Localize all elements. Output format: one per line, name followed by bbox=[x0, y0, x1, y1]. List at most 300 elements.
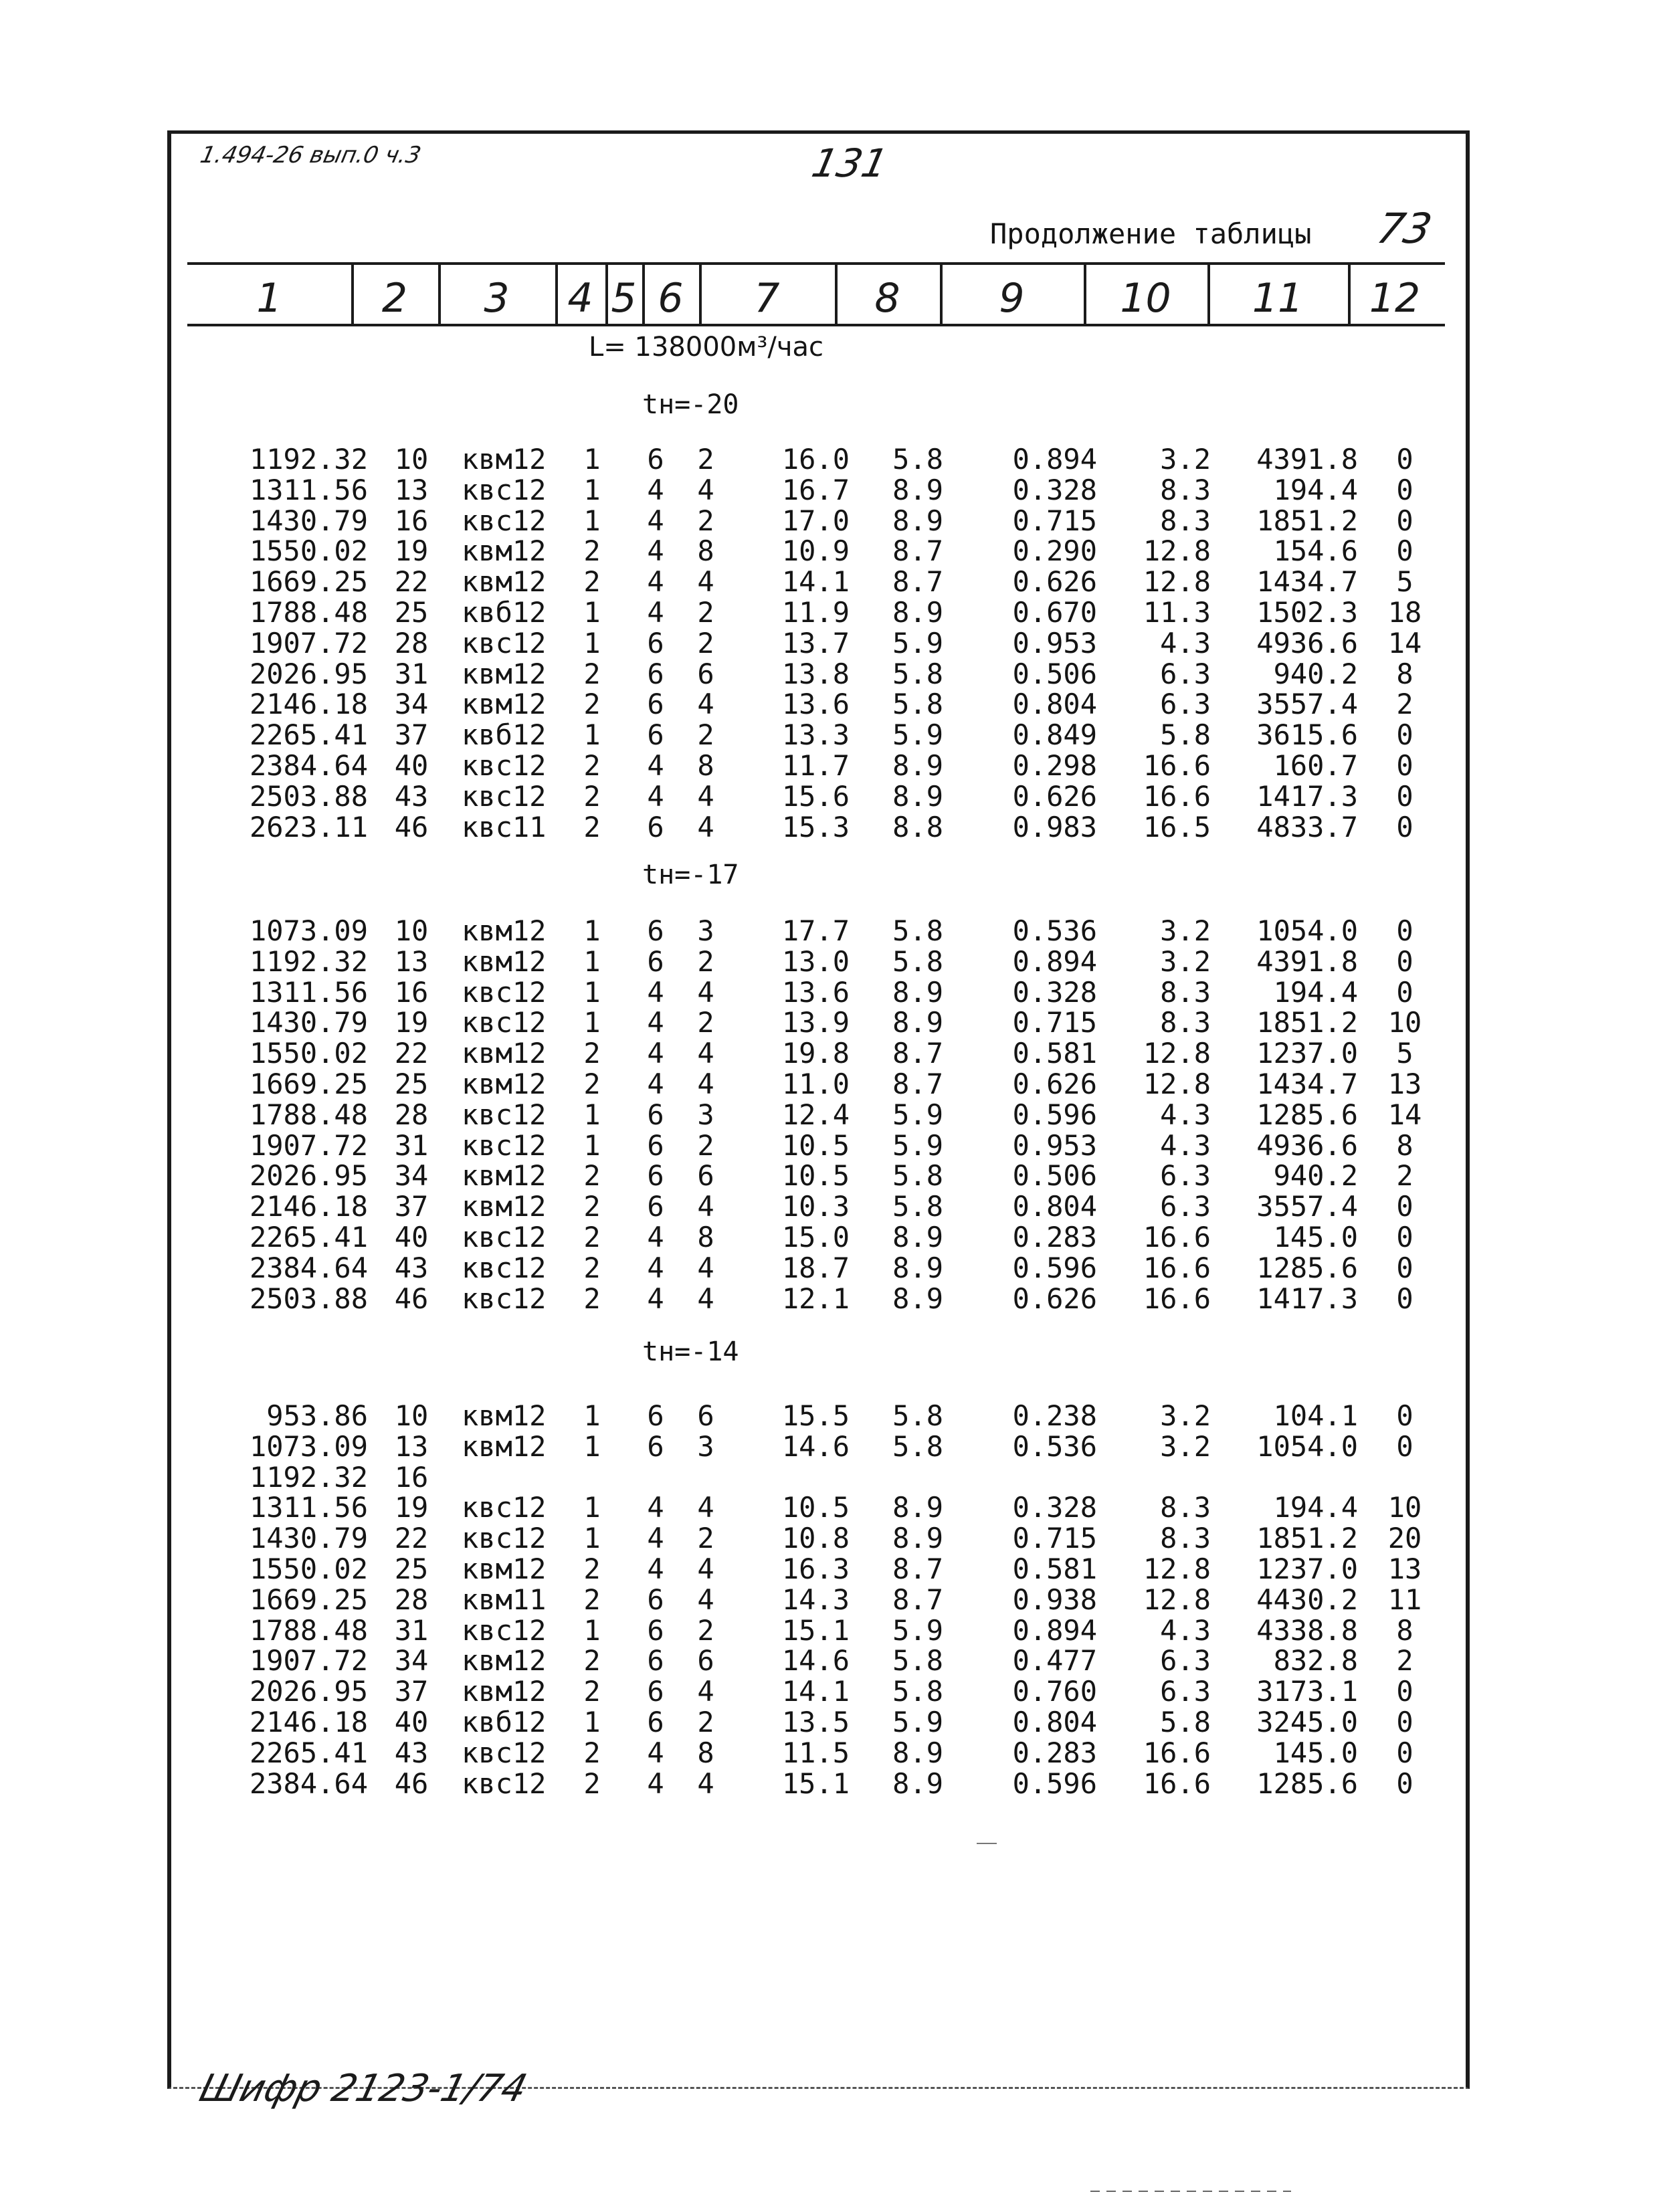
table-cell-col-2: 34 bbox=[394, 688, 429, 721]
table-cell-col-12: 0 bbox=[1396, 779, 1413, 813]
table-cell-col-3: квс12 bbox=[462, 1613, 547, 1647]
table-cell-col-6: 3 bbox=[697, 1429, 714, 1463]
table-cell-col-7: 11.9 bbox=[781, 596, 850, 629]
table-cell-col-2: 37 bbox=[394, 1190, 429, 1223]
table-cell-col-9: 0.953 bbox=[1012, 626, 1097, 660]
table-cell-col-1: 1788.48 bbox=[249, 596, 368, 629]
table-cell-col-4: 2 bbox=[583, 1068, 601, 1100]
table-cell-col-9: 0.804 bbox=[1012, 688, 1097, 721]
table-cell-col-2: 25 bbox=[394, 1068, 429, 1100]
table-cell-col-9: 0.715 bbox=[1012, 504, 1097, 537]
table-cell-col-9: 0.715 bbox=[1012, 1006, 1097, 1039]
table-cell-col-1: 2503.88 bbox=[249, 779, 368, 813]
table-cell-col-6: 4 bbox=[697, 688, 714, 721]
table-cell-col-1: 2384.64 bbox=[249, 749, 368, 782]
column-separator bbox=[1207, 264, 1210, 326]
table-cell-col-11: 4936.6 bbox=[1256, 626, 1358, 660]
column-header-12: 12 bbox=[1369, 275, 1421, 322]
table-cell-col-10: 16.6 bbox=[1143, 779, 1211, 813]
table-cell-col-2: 40 bbox=[394, 1706, 429, 1738]
table-cell-col-10: 4.3 bbox=[1160, 626, 1211, 660]
table-cell-col-9: 0.290 bbox=[1012, 534, 1097, 568]
table-row bbox=[0, 944, 1659, 978]
table-cell-col-6: 4 bbox=[697, 1190, 714, 1223]
column-header-2: 2 bbox=[381, 275, 408, 322]
table-cell-col-2: 22 bbox=[394, 565, 429, 599]
table-cell-col-1: 1550.02 bbox=[249, 1552, 368, 1585]
table-cell-col-5: 6 bbox=[647, 1159, 664, 1193]
table-cell-col-2: 13 bbox=[394, 473, 429, 506]
table-cell-col-12: 5 bbox=[1396, 1037, 1413, 1070]
table-cell-col-12: 13 bbox=[1387, 1068, 1422, 1100]
table-row bbox=[0, 1161, 1659, 1191]
table-cell-col-6: 4 bbox=[697, 565, 714, 599]
table-cell-col-11: 3173.1 bbox=[1256, 1675, 1358, 1708]
table-cell-col-8: 5.9 bbox=[892, 626, 943, 660]
table-cell-col-8: 5.8 bbox=[892, 1399, 943, 1432]
table-cell-col-10: 16.6 bbox=[1143, 1282, 1211, 1315]
table-row bbox=[0, 1223, 1659, 1252]
table-cell-col-4: 2 bbox=[583, 1037, 601, 1070]
table-cell-col-10: 6.3 bbox=[1160, 657, 1211, 690]
table-cell-col-12: 0 bbox=[1396, 1706, 1413, 1738]
table-cell-col-12: 5 bbox=[1396, 565, 1413, 599]
table-cell-col-11: 4936.6 bbox=[1256, 1128, 1358, 1162]
table-cell-col-10: 4.3 bbox=[1160, 1128, 1211, 1162]
table-row bbox=[0, 1554, 1659, 1584]
table-cell-col-10: 16.6 bbox=[1143, 1767, 1211, 1800]
table-cell-col-4: 1 bbox=[583, 914, 601, 947]
table-cell-col-12: 0 bbox=[1396, 975, 1413, 1009]
table-cell-col-11: 160.7 bbox=[1273, 749, 1358, 782]
table-cell-col-8: 5.9 bbox=[892, 1706, 943, 1738]
table-cell-col-12: 0 bbox=[1396, 1251, 1413, 1284]
table-cell-col-12: 0 bbox=[1396, 914, 1413, 947]
table-cell-col-10: 8.3 bbox=[1160, 504, 1211, 537]
table-cell-col-2: 46 bbox=[394, 1282, 429, 1315]
table-cell-col-1: 1669.25 bbox=[249, 565, 368, 599]
table-cell-col-9: 0.283 bbox=[1012, 1736, 1097, 1769]
table-cell-col-4: 1 bbox=[583, 626, 601, 660]
table-cell-col-7: 10.5 bbox=[781, 1491, 850, 1524]
table-cell-col-3: квм12 bbox=[462, 1552, 547, 1585]
table-cell-col-3: квс12 bbox=[462, 1128, 547, 1162]
table-cell-col-4: 1 bbox=[583, 1128, 601, 1162]
table-cell-col-2: 43 bbox=[394, 779, 429, 813]
table-cell-col-12: 10 bbox=[1387, 1006, 1422, 1039]
table-cell-col-9: 0.715 bbox=[1012, 1522, 1097, 1555]
table-cell-col-11: 1285.6 bbox=[1256, 1767, 1358, 1800]
table-cell-col-11: 145.0 bbox=[1273, 1736, 1358, 1769]
table-cell-col-10: 3.2 bbox=[1160, 443, 1211, 476]
table-cell-col-12: 0 bbox=[1396, 1190, 1413, 1223]
table-cell-col-12: 14 bbox=[1387, 1098, 1422, 1131]
table-cell-col-9: 0.983 bbox=[1012, 810, 1097, 843]
table-cell-col-5: 4 bbox=[647, 1006, 664, 1039]
table-cell-col-9: 0.804 bbox=[1012, 1190, 1097, 1223]
table-cell-col-1: 1907.72 bbox=[249, 626, 368, 660]
table-cell-col-1: 1788.48 bbox=[249, 1098, 368, 1131]
table-cell-col-12: 0 bbox=[1396, 504, 1413, 537]
table-cell-col-1: 1073.09 bbox=[249, 914, 368, 947]
table-cell-col-7: 13.8 bbox=[781, 657, 850, 690]
table-cell-col-11: 1502.3 bbox=[1256, 596, 1358, 629]
table-cell-col-6: 6 bbox=[697, 1644, 714, 1678]
table-cell-col-7: 11.0 bbox=[781, 1068, 850, 1100]
table-cell-col-12: 0 bbox=[1396, 944, 1413, 978]
table-cell-col-12: 11 bbox=[1387, 1583, 1422, 1616]
table-cell-col-7: 15.5 bbox=[781, 1399, 850, 1432]
table-cell-col-4: 2 bbox=[583, 1552, 601, 1585]
table-cell-col-4: 2 bbox=[583, 1190, 601, 1223]
table-cell-col-5: 6 bbox=[647, 1399, 664, 1432]
table-cell-col-5: 4 bbox=[647, 749, 664, 782]
table-cell-col-10: 16.6 bbox=[1143, 1736, 1211, 1769]
table-cell-col-11: 1417.3 bbox=[1256, 1282, 1358, 1315]
table-cell-col-11: 194.4 bbox=[1273, 473, 1358, 506]
table-cell-col-7: 17.0 bbox=[781, 504, 850, 537]
table-cell-col-1: 2026.95 bbox=[249, 1159, 368, 1193]
column-separator bbox=[1084, 264, 1086, 326]
table-cell-col-3: квм12 bbox=[462, 1399, 547, 1432]
table-cell-col-2: 19 bbox=[394, 534, 429, 568]
table-cell-col-5: 4 bbox=[647, 504, 664, 537]
table-cell-col-7: 10.5 bbox=[781, 1128, 850, 1162]
table-cell-col-1: 2503.88 bbox=[249, 1282, 368, 1315]
table-cell-col-11: 940.2 bbox=[1273, 657, 1358, 690]
table-cell-col-10: 5.8 bbox=[1160, 718, 1211, 752]
table-cell-col-6: 2 bbox=[697, 626, 714, 660]
table-cell-col-8: 5.8 bbox=[892, 914, 943, 947]
table-cell-col-5: 6 bbox=[647, 1644, 664, 1678]
table-cell-col-5: 4 bbox=[647, 779, 664, 813]
page-number: 131 bbox=[807, 140, 892, 186]
table-cell-col-1: 2265.41 bbox=[249, 1221, 368, 1253]
table-cell-col-7: 16.0 bbox=[781, 443, 850, 476]
table-cell-col-9: 0.894 bbox=[1012, 1613, 1097, 1647]
table-cell-col-5: 4 bbox=[647, 1251, 664, 1284]
table-cell-col-11: 4430.2 bbox=[1256, 1583, 1358, 1616]
table-cell-col-5: 4 bbox=[647, 1767, 664, 1800]
table-cell-col-12: 0 bbox=[1396, 810, 1413, 843]
table-cell-col-5: 6 bbox=[647, 1429, 664, 1463]
table-cell-col-4: 1 bbox=[583, 1429, 601, 1463]
table-cell-col-7: 14.6 bbox=[781, 1429, 850, 1463]
column-separator bbox=[642, 264, 645, 326]
table-cell-col-10: 8.3 bbox=[1160, 473, 1211, 506]
table-cell-col-10: 12.8 bbox=[1143, 1552, 1211, 1585]
table-cell-col-3: квс12 bbox=[462, 1251, 547, 1284]
table-cell-col-3: квс12 bbox=[462, 1006, 547, 1039]
table-cell-col-7: 13.9 bbox=[781, 1006, 850, 1039]
table-cell-col-1: 1430.79 bbox=[249, 1006, 368, 1039]
table-cell-col-4: 2 bbox=[583, 1159, 601, 1193]
table-cell-col-9: 0.894 bbox=[1012, 443, 1097, 476]
table-cell-col-1: 1550.02 bbox=[249, 534, 368, 568]
table-cell-col-6: 2 bbox=[697, 1006, 714, 1039]
column-header-11: 11 bbox=[1252, 275, 1304, 322]
table-cell-col-4: 1 bbox=[583, 944, 601, 978]
table-cell-col-9: 0.626 bbox=[1012, 565, 1097, 599]
table-cell-col-9: 0.894 bbox=[1012, 944, 1097, 978]
table-cell-col-2: 34 bbox=[394, 1644, 429, 1678]
flow-label: L= 138000м³/час bbox=[589, 332, 824, 363]
table-cell-col-10: 8.3 bbox=[1160, 1491, 1211, 1524]
table-cell-col-8: 8.9 bbox=[892, 1736, 943, 1769]
table-cell-col-3: квс12 bbox=[462, 1282, 547, 1315]
table-cell-col-8: 8.9 bbox=[892, 504, 943, 537]
table-cell-col-7: 15.1 bbox=[781, 1767, 850, 1800]
column-separator bbox=[940, 264, 943, 326]
table-cell-col-11: 4833.7 bbox=[1256, 810, 1358, 843]
table-cell-col-5: 6 bbox=[647, 914, 664, 947]
column-header-3: 3 bbox=[484, 275, 510, 322]
table-cell-col-12: 8 bbox=[1396, 657, 1413, 690]
table-cell-col-5: 4 bbox=[647, 1736, 664, 1769]
table-cell-col-11: 154.6 bbox=[1273, 534, 1358, 568]
table-row bbox=[0, 975, 1659, 1009]
table-cell-col-2: 10 bbox=[394, 914, 429, 947]
table-cell-col-6: 4 bbox=[697, 779, 714, 813]
table-cell-col-7: 13.3 bbox=[781, 718, 850, 752]
table-cell-col-4: 1 bbox=[583, 596, 601, 629]
table-cell-col-6: 4 bbox=[697, 1583, 714, 1616]
table-row bbox=[0, 1646, 1659, 1676]
table-cell-col-9: 0.536 bbox=[1012, 1429, 1097, 1463]
table-cell-col-10: 16.6 bbox=[1143, 749, 1211, 782]
table-cell-col-11: 3557.4 bbox=[1256, 1190, 1358, 1223]
table-cell-col-4: 1 bbox=[583, 504, 601, 537]
table-cell-col-7: 12.1 bbox=[781, 1282, 850, 1315]
table-cell-col-8: 5.8 bbox=[892, 443, 943, 476]
table-cell-col-2: 16 bbox=[394, 504, 429, 537]
table-row bbox=[0, 1493, 1659, 1522]
table-cell-col-2: 10 bbox=[394, 443, 429, 476]
table-cell-col-1: 2026.95 bbox=[249, 657, 368, 690]
table-cell-col-7: 12.4 bbox=[781, 1098, 850, 1131]
table-cell-col-3: квм12 bbox=[462, 534, 547, 568]
table-row bbox=[0, 1253, 1659, 1283]
table-cell-col-8: 8.9 bbox=[892, 749, 943, 782]
table-cell-col-8: 5.8 bbox=[892, 1675, 943, 1708]
table-cell-col-2: 16 bbox=[394, 975, 429, 1009]
table-cell-col-4: 1 bbox=[583, 1006, 601, 1039]
table-cell-col-3: квс12 bbox=[462, 749, 547, 782]
table-cell-col-6: 4 bbox=[697, 975, 714, 1009]
table-cell-col-2: 19 bbox=[394, 1006, 429, 1039]
table-cell-col-3: квм12 bbox=[462, 657, 547, 690]
table-cell-col-4: 1 bbox=[583, 443, 601, 476]
table-row bbox=[0, 626, 1659, 660]
table-cell-col-8: 8.9 bbox=[892, 1767, 943, 1800]
table-cell-col-1: 2026.95 bbox=[249, 1675, 368, 1708]
table-cell-col-4: 2 bbox=[583, 688, 601, 721]
table-cell-col-8: 5.8 bbox=[892, 1159, 943, 1193]
table-cell-col-11: 4391.8 bbox=[1256, 944, 1358, 978]
table-cell-col-1: 1669.25 bbox=[249, 1068, 368, 1100]
column-header-4: 4 bbox=[567, 275, 593, 322]
column-header-1: 1 bbox=[256, 275, 282, 322]
table-cell-col-9: 0.596 bbox=[1012, 1098, 1097, 1131]
table-cell-col-3: квс12 bbox=[462, 1736, 547, 1769]
table-cell-col-7: 17.7 bbox=[781, 914, 850, 947]
table-cell-col-9: 0.596 bbox=[1012, 1767, 1097, 1800]
table-cell-col-7: 10.5 bbox=[781, 1159, 850, 1193]
table-row bbox=[0, 1008, 1659, 1037]
table-cell-col-12: 0 bbox=[1396, 1282, 1413, 1315]
table-cell-col-1: 2146.18 bbox=[249, 688, 368, 721]
table-cell-col-9: 0.626 bbox=[1012, 1068, 1097, 1100]
table-row bbox=[0, 1524, 1659, 1553]
table-cell-col-3: квм12 bbox=[462, 1675, 547, 1708]
table-cell-col-8: 8.9 bbox=[892, 1221, 943, 1253]
column-separator bbox=[1348, 264, 1351, 326]
table-cell-col-2: 13 bbox=[394, 944, 429, 978]
table-cell-col-5: 6 bbox=[647, 1128, 664, 1162]
table-row bbox=[0, 1738, 1659, 1768]
table-row bbox=[0, 1429, 1659, 1463]
table-cell-col-10: 12.8 bbox=[1143, 1037, 1211, 1070]
table-cell-col-6: 6 bbox=[697, 657, 714, 690]
table-cell-col-8: 8.9 bbox=[892, 1251, 943, 1284]
table-cell-col-6: 2 bbox=[697, 443, 714, 476]
table-cell-col-7: 19.8 bbox=[781, 1037, 850, 1070]
table-cell-col-9: 0.283 bbox=[1012, 1221, 1097, 1253]
table-cell-col-11: 832.8 bbox=[1273, 1644, 1358, 1678]
table-cell-col-2: 40 bbox=[394, 749, 429, 782]
table-cell-col-1: 2146.18 bbox=[249, 1706, 368, 1738]
table-cell-col-10: 3.2 bbox=[1160, 1399, 1211, 1432]
table-cell-col-3: квм12 bbox=[462, 1037, 547, 1070]
table-cell-col-2: 16 bbox=[394, 1460, 429, 1494]
table-cell-col-3: квс12 bbox=[462, 1522, 547, 1555]
table-cell-col-6: 2 bbox=[697, 718, 714, 752]
table-cell-col-10: 3.2 bbox=[1160, 944, 1211, 978]
section-label: tн=-20 bbox=[642, 389, 739, 420]
table-cell-col-1: 2384.64 bbox=[249, 1767, 368, 1800]
table-cell-col-5: 4 bbox=[647, 596, 664, 629]
table-cell-col-5: 6 bbox=[647, 1583, 664, 1616]
table-cell-col-11: 1434.7 bbox=[1256, 1068, 1358, 1100]
table-cell-col-11: 3557.4 bbox=[1256, 688, 1358, 721]
table-cell-col-10: 3.2 bbox=[1160, 914, 1211, 947]
table-number: 73 bbox=[1373, 204, 1436, 253]
table-cell-col-12: 0 bbox=[1396, 1399, 1413, 1432]
table-cell-col-6: 8 bbox=[697, 749, 714, 782]
table-cell-col-5: 4 bbox=[647, 1522, 664, 1555]
table-cell-col-6: 2 bbox=[697, 1522, 714, 1555]
table-cell-col-4: 2 bbox=[583, 657, 601, 690]
table-cell-col-2: 10 bbox=[394, 1399, 429, 1432]
table-row bbox=[0, 536, 1659, 566]
table-cell-col-4: 2 bbox=[583, 1221, 601, 1253]
table-cell-col-2: 46 bbox=[394, 810, 429, 843]
table-cell-col-9: 0.596 bbox=[1012, 1251, 1097, 1284]
table-cell-col-10: 16.6 bbox=[1143, 1221, 1211, 1253]
table-row bbox=[0, 445, 1659, 474]
table-cell-col-11: 1851.2 bbox=[1256, 504, 1358, 537]
table-cell-col-7: 13.5 bbox=[781, 1706, 850, 1738]
table-cell-col-3: квб12 bbox=[462, 718, 547, 752]
table-cell-col-6: 4 bbox=[697, 1767, 714, 1800]
table-cell-col-3: квм12 bbox=[462, 944, 547, 978]
table-cell-col-10: 4.3 bbox=[1160, 1613, 1211, 1647]
table-cell-col-9: 0.581 bbox=[1012, 1037, 1097, 1070]
table-cell-col-3: квс12 bbox=[462, 473, 547, 506]
table-cell-col-12: 2 bbox=[1396, 1644, 1413, 1678]
table-cell-col-11: 194.4 bbox=[1273, 975, 1358, 1009]
table-cell-col-11: 1417.3 bbox=[1256, 779, 1358, 813]
table-cell-col-4: 1 bbox=[583, 473, 601, 506]
table-cell-col-4: 2 bbox=[583, 1767, 601, 1800]
column-header-8: 8 bbox=[874, 275, 900, 322]
table-cell-col-7: 13.6 bbox=[781, 688, 850, 721]
table-cell-col-12: 10 bbox=[1387, 1491, 1422, 1524]
table-cell-col-12: 0 bbox=[1396, 534, 1413, 568]
table-row bbox=[0, 690, 1659, 719]
table-cell-col-9: 0.849 bbox=[1012, 718, 1097, 752]
table-cell-col-8: 8.7 bbox=[892, 1552, 943, 1585]
table-cell-col-12: 0 bbox=[1396, 443, 1413, 476]
table-row bbox=[0, 810, 1659, 843]
table-row bbox=[0, 779, 1659, 813]
table-cell-col-5: 4 bbox=[647, 1491, 664, 1524]
table-cell-col-8: 5.9 bbox=[892, 1098, 943, 1131]
table-cell-col-11: 1237.0 bbox=[1256, 1552, 1358, 1585]
table-cell-col-4: 2 bbox=[583, 1583, 601, 1616]
table-cell-col-7: 11.5 bbox=[781, 1736, 850, 1769]
table-cell-col-12: 0 bbox=[1396, 718, 1413, 752]
table-cell-col-6: 3 bbox=[697, 914, 714, 947]
table-cell-col-6: 4 bbox=[697, 473, 714, 506]
table-cell-col-11: 1054.0 bbox=[1256, 914, 1358, 947]
table-cell-col-1: 2265.41 bbox=[249, 1736, 368, 1769]
table-cell-col-2: 28 bbox=[394, 1098, 429, 1131]
table-cell-col-7: 10.9 bbox=[781, 534, 850, 568]
table-row bbox=[0, 1100, 1659, 1130]
section-label: tн=-14 bbox=[642, 1336, 739, 1367]
table-cell-col-4: 2 bbox=[583, 534, 601, 568]
table-cell-col-9: 0.238 bbox=[1012, 1399, 1097, 1432]
section-label: tн=-17 bbox=[642, 860, 739, 890]
table-cell-col-5: 6 bbox=[647, 1613, 664, 1647]
table-row bbox=[0, 657, 1659, 690]
table-cell-col-2: 19 bbox=[394, 1491, 429, 1524]
table-cell-col-6: 2 bbox=[697, 596, 714, 629]
table-cell-col-11: 104.1 bbox=[1273, 1399, 1358, 1432]
column-separator bbox=[835, 264, 838, 326]
table-cell-col-8: 5.8 bbox=[892, 688, 943, 721]
table-cell-col-8: 5.8 bbox=[892, 1429, 943, 1463]
table-row bbox=[0, 598, 1659, 627]
table-cell-col-8: 8.9 bbox=[892, 473, 943, 506]
table-cell-col-4: 1 bbox=[583, 1491, 601, 1524]
table-cell-col-4: 2 bbox=[583, 1736, 601, 1769]
table-cell-col-8: 8.9 bbox=[892, 1522, 943, 1555]
table-row bbox=[0, 916, 1659, 946]
table-row bbox=[0, 1128, 1659, 1162]
table-cell-col-10: 3.2 bbox=[1160, 1429, 1211, 1463]
table-row bbox=[0, 1708, 1659, 1737]
table-cell-col-7: 10.8 bbox=[781, 1522, 850, 1555]
table-cell-col-3: квб12 bbox=[462, 596, 547, 629]
table-cell-col-9: 0.938 bbox=[1012, 1583, 1097, 1616]
table-cell-col-4: 1 bbox=[583, 718, 601, 752]
table-cell-col-7: 16.3 bbox=[781, 1552, 850, 1585]
table-cell-col-5: 6 bbox=[647, 718, 664, 752]
table-cell-col-3: квм12 bbox=[462, 1429, 547, 1463]
table-cell-col-8: 8.9 bbox=[892, 1006, 943, 1039]
